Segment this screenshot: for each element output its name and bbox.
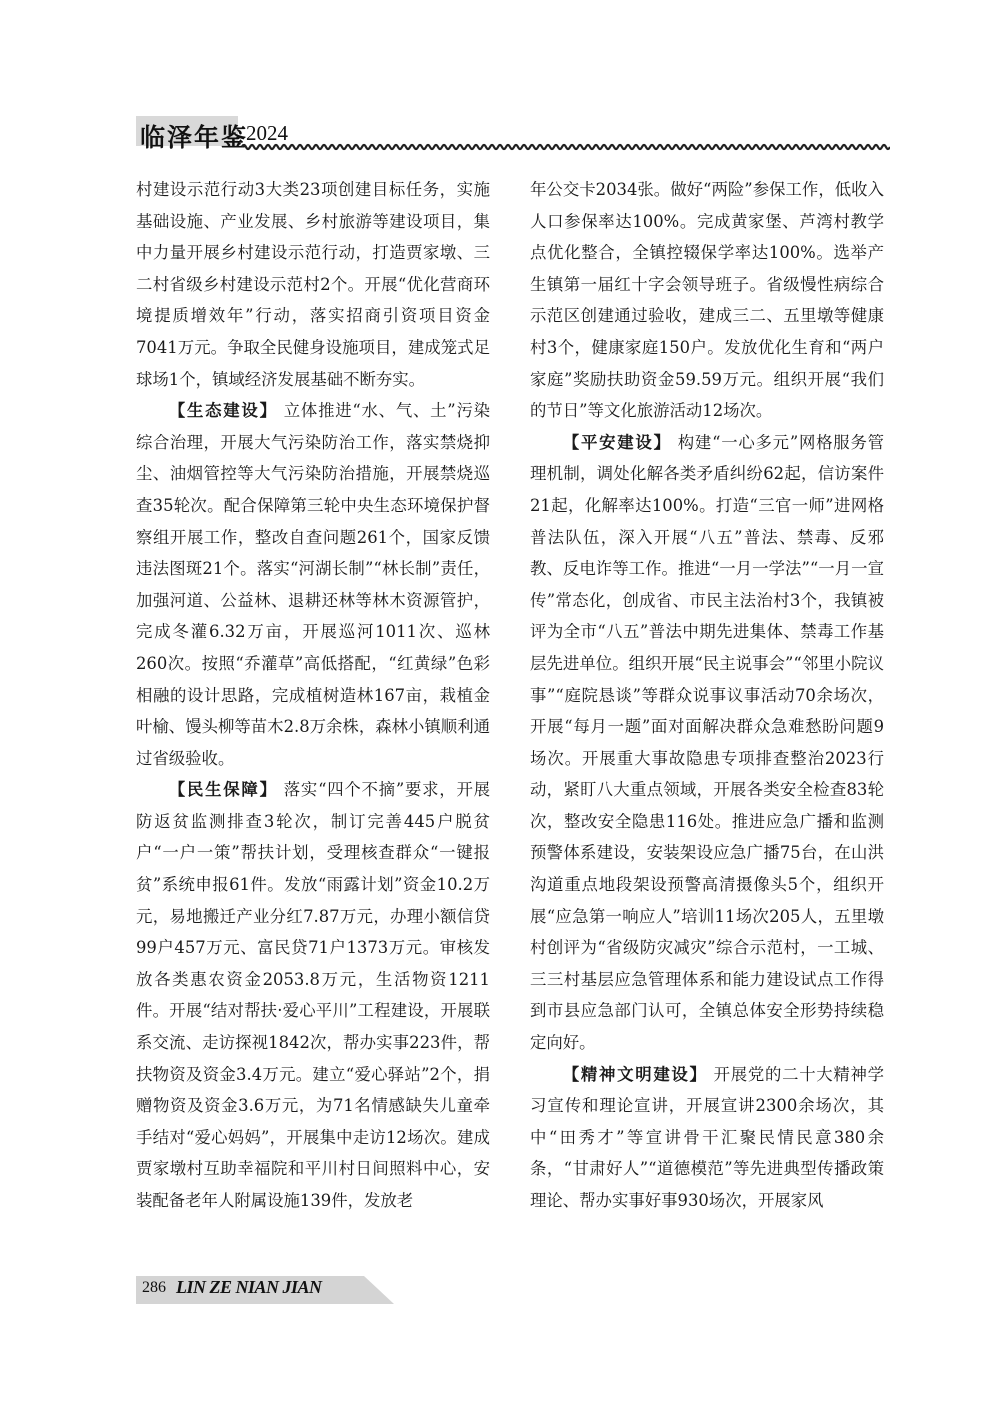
paragraph-text: 立体推进“水、气、土”污染综合治理，开展大气污染防治工作，落实禁烧抑尘、油烟管控等大气污染防治措施，开展禁烧巡查35轮次。配合保障第三轮中央生态环境保护督察组开展工作，整改自查问题261个，国家反馈违法图斑21个。落实“河湖长制”“林长制”责任，加强河道、公益林、退耕还林等林木资源管护，完成冬灌6.32万亩，开展巡河1011次、巡林260次。按照“乔灌草”高低搭配，“红黄绿”色彩相融的设计思路，完成植树造林167亩，栽植金叶榆、馒头柳等苗木2.8万余株，森林小镇顺利通过省级验收。 [136, 401, 491, 768]
yearbook-title: 临泽年鉴 [140, 123, 249, 152]
right-column [530, 174, 884, 1217]
paragraph-text: 开展党的二十大精神学习宣传和理论宣讲，开展宣讲2300余场次，其中“田秀才”等宣讲骨干汇聚民情民意380余条，“甘肃好人”“道德模范”等先进典型传播政策理论、帮办实事好事930场次，开展家风 [530, 1064, 885, 1210]
paragraph [136, 774, 490, 1216]
paragraph [530, 1059, 884, 1217]
left-column [136, 174, 490, 1217]
paragraph [530, 427, 884, 1059]
page-number: 286 [142, 1279, 166, 1296]
section-heading-ecology: 【生态建设】 [168, 401, 278, 421]
section-heading-civilization: 【精神文明建设】 [562, 1064, 708, 1084]
paragraph: 村建设示范行动3大类23项创建目标任务，实施基础设施、产业发展、乡村旅游等建设项目，集中力量开展乡村建设示范行动，打造贾家墩、三二村省级乡村建设示范村2个。开展“优化营商环境提质增效年”行动，落实招商引资项目资金7041万元。争取全民健身设施项目，建成笼式足球场1个，镇域经济发展基础不断夯实。 [136, 180, 490, 389]
footer-title: LIN ZE NIAN JIAN [176, 1277, 322, 1297]
paragraph-text: 构建“一心多元”网格服务管理机制，调处化解各类矛盾纠纷62起，信访案件21起，化解率达100%。打造“三官一师”进网格普法队伍，深入开展“八五”普法、禁毒、反邪教、反电诈等工作。推进“一月一学法”“一月一宣传”常态化，创成省、市民主法治村3个，我镇被评为全市“八五”普法中期先进集体、禁毒工作基层先进单位。组织开展“民主说事会”“邻里小院议事”“庭院恳谈”等群众说事议事活动70余场次，开展“每月一题”面对面解决群众急难愁盼问题9场次。开展重大事故隐患专项排查整治2023行动，紧盯八大重点领域，开展各类安全检查83轮次，整改安全隐患116处。推进应急广播和监测预警体系建设，安装架设应急广播75台，在山洪沟道重点地段架设预警高清摄像头5个，组织开展“应急第一响应人”培训11场次205人，五里墩村创评为“省级防灾减灾”综合示范村，一工城、三三村基层应急管理体系和能力建设试点工作得到市县应急部门认可，全镇总体安全形势持续稳定向好。 [530, 432, 885, 1053]
paragraph-text: 落实“四个不摘”要求，开展防返贫监测排查3轮次，制订完善445户脱贫户“一户一策”帮扶计划，受理核查群众“一键报贫”系统申报61件。发放“雨露计划”资金10.2万元，易地搬迁产业分红7.87万元，办理小额信贷99户457万元、富民贷71户1373万元。审核发放各类惠农资金2053.8万元，生活物资1211件。开展“结对帮扶·爱心平川”工程建设，开展联系交流、走访探视1842次，帮办实事223件，帮扶物资及资金3.4万元。建立“爱心驿站”2个，捐赠物资及资金3.6万元，为71名情感缺失儿童牵手结对“爱心妈妈”，开展集中走访12场次。建成贾家墩村互助幸福院和平川村日间照料中心，安装配备老年人附属设施139件，发放老 [136, 780, 491, 1210]
yearbook-year: 2024 [246, 121, 288, 145]
section-heading-safety: 【平安建设】 [562, 432, 672, 452]
section-heading-livelihood: 【民生保障】 [168, 780, 278, 800]
header-wave-rule [242, 142, 890, 152]
running-footer [136, 1276, 396, 1304]
running-header [136, 112, 890, 154]
paragraph: 年公交卡2034张。做好“两险”参保工作，低收入人口参保率达100%。完成黄家堡、芦湾村教学点优化整合，全镇控辍保学率达100%。选举产生镇第一届红十字会领导班子。省级慢性病综合示范区创建通过验收，建成三二、五里墩等健康村3个，健康家庭150户。发放优化生育和“两户家庭”奖励扶助资金59.59万元。组织开展“我们的节日”等文化旅游活动12场次。 [530, 180, 884, 421]
paragraph [136, 395, 490, 774]
